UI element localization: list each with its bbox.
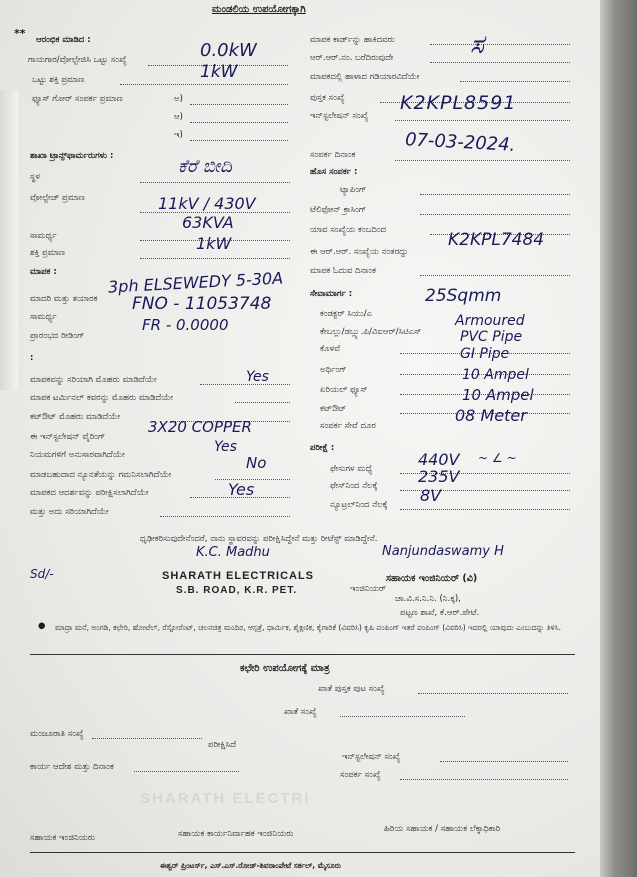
meter-heading: ಮಾಪಕ : [30, 267, 57, 277]
label-aerial-fuse: ಏರಿಯಲ್ ಫ್ಯೂಸ್ [320, 385, 368, 395]
label-conduit: ಕೊಳವೆ [320, 344, 341, 354]
label-tapping: ಟ್ಯಾಪಿಂಗ್ [340, 185, 367, 195]
label-cutout: ಕಟ್‌ಔಟ್ [320, 404, 347, 414]
dotline [160, 516, 290, 517]
hw-defects-noted: No [246, 454, 267, 472]
office-signature-1: ಸಹಾಯಕ ಇಂಜಿನಿಯರು [30, 833, 96, 843]
dotline [120, 84, 288, 85]
stamp-line2: S.B. ROAD, K.R. PET. [176, 585, 298, 596]
label-installation-no: ಇನ್‌ಸ್ಟಲೇಷನ್ ಸಂಖ್ಯೆ [310, 111, 369, 121]
hw-meter-tested: Yes [228, 480, 255, 499]
label-connection-date: ಸಂಪರ್ಕ ದಿನಾಂಕ [310, 150, 356, 160]
new-connection-heading: ಹೊಸ ಸಂಪರ್ಕ : [310, 167, 358, 177]
hw-earthing: GI Pipe [460, 346, 510, 362]
label-book-no: ಪುಸ್ತಕ ಸಂಖ್ಯೆ [310, 93, 345, 103]
dotline [430, 62, 570, 63]
hw-tick: ಸ [470, 30, 484, 60]
dotline [395, 160, 570, 161]
hw-service-distance: 08 Meter [455, 406, 527, 425]
fuse-b: ಆ) [174, 112, 183, 122]
dotline [440, 761, 568, 762]
office-signature-2: ಸಹಾಯಕ ಕಾರ್ಯನಿರ್ವಾಹಕ ಇಂಜಿನಿಯರು [178, 829, 294, 839]
service-line-heading: ಸೇವಾಮಾರ್ಗ : [310, 289, 353, 299]
hw-meter-sealed: Yes [246, 369, 269, 385]
signature-engineer: Nanjundaswamy H [382, 544, 504, 559]
label-meter-tested: ಮಾಪಕದ ಆದರ್ಶವನ್ನು ಪರೀಕ್ಷಿಸಲಾಗಿದೆಯೇ [30, 488, 149, 498]
dotline [92, 738, 202, 739]
dotline [400, 779, 568, 780]
label-service-distance: ಸಂಪರ್ಕ ಸೇವೆ ದೂರ [320, 421, 376, 431]
label-account-no: ಖಾತೆ ಸಂಖ್ಯೆ [284, 707, 317, 717]
label-from-pole: ಯಾವ ಸಂಖ್ಯೆಯ ಕಂಬದಿಂದ [310, 225, 387, 235]
test-heading: ಪರೀಕ್ಷೆ : [310, 443, 335, 453]
page-fold [0, 90, 18, 390]
label-correct: ಮತ್ತು ಅದು ಸರಿಯಾಗಿದೆಯೇ [30, 507, 109, 517]
signature-left: Sd/- [30, 567, 54, 581]
label-neutral-earth: ನ್ಯೂಟ್ರಲ್‌ನಿಂದ ನೆಲಕ್ಕೆ [330, 500, 388, 510]
dotline [190, 497, 290, 498]
stars-mark: ** [14, 27, 26, 40]
label-total-load: ಗಾಯಗಾರ/ವೋಲ್ಟೇಜಿಸಿ ಒಟ್ಟು ಸಂಖ್ಯೆ [28, 55, 127, 65]
label-terminal-sealed: ಮಾಪಕ ಟರ್ಮಿನಲ್ ಕವರನ್ನು ಮೊಹರು ಮಾಡಿದೆಯೇ [30, 393, 174, 403]
label-voltage: ವೋಲ್ಟೇಜ್ ಪ್ರಮಾಣ [30, 193, 85, 203]
engineer-line2: ಇಂಜಿನಿಯರ್ [350, 584, 387, 594]
label-ledger-page: ಖಾತೆ ಪುಸ್ತಕ ಪುಟ ಸಂಖ್ಯೆ [318, 684, 385, 694]
hw-phase-earth: 235V [418, 467, 460, 486]
hw-conduit: PVC Pipe [460, 329, 523, 345]
hw-rules-compliant: Yes [214, 439, 237, 455]
label-checked: ಪರೀಕ್ಷಿಸಿದೆ [208, 740, 237, 750]
dotline [190, 140, 288, 141]
dotline [190, 104, 288, 105]
dotline [200, 384, 290, 385]
label-phase-earth: ಫೇಸ್‌ನಿಂದ ನೆಲಕ್ಕೆ [330, 481, 378, 491]
hw-phase-phase: 440V [418, 450, 460, 469]
hw-meter-make: 3ph ELSEWEDY 5-30A [107, 268, 284, 297]
hw-cable: Armoured [455, 313, 525, 329]
label-rr-no: ಆರ್.ಆರ್.ನಂ. ಬರೆದಿರುವುದೇ [310, 53, 394, 63]
label-cutout-sealed: ಕಟ್‌ಔಟ್ ಮೊಹರು ಮಾಡಿದೆಯೇ [30, 412, 121, 422]
label-model-maker: ಮಾದರಿ ಮತ್ತು ತಯಾರಕ [30, 294, 98, 304]
label-fuse-rating: ಫ್ಯೂಸ್ ಗೋರ್ ಸಂಪರ್ಕ ಪ್ರಮಾಣ [32, 94, 123, 104]
hw-capacity: 63KVA [182, 213, 234, 232]
fuse-a: ಅ) [174, 94, 183, 104]
dotline [420, 275, 570, 276]
hw-conductor: 25Sqmm [425, 286, 502, 306]
label-meter-capacity: ಸಾಮರ್ಥ್ಯ [30, 312, 57, 322]
dotline [460, 81, 570, 82]
label-conductor: ಕಂಡಕ್ಟರ್ ಸಿಯು/ಎ [320, 309, 373, 319]
label-start: ಆರಂಭಿಕ ಮಾಡಿದ : [36, 35, 91, 45]
office-heading: ಕಛೇರಿ ಉಪಯೋಗಕ್ಕೆ ಮಾತ್ರ [240, 663, 330, 674]
label-meter-card: ಮಾಪಕ ಕಾರ್ಡ್‌ನ್ನು ಹಾಕಿದವರು [310, 35, 395, 45]
faint-stamp-bleed: SHARATH ELECTRI [140, 790, 311, 807]
engineer-line3: ಚಾ.ವಿ.ಸ.ನಿ.ನಿ. (ನಿ.ಕ್ಕ), [395, 594, 461, 604]
transformer-heading: ಶಾಖಾ ಟ್ರಾನ್ಸ್‌ಫಾರ್ಮರುಗಳು : [30, 151, 114, 161]
dotline [235, 402, 290, 403]
label-capacity: ಸಾಮರ್ಥ್ಯ [30, 231, 57, 241]
hw-voltage: 11kV / 430V [158, 194, 256, 213]
label-wiring: ಈ ಇನ್‌ಸ್ಟಲೇಷನ್ ವೈರಿಂಗ್ [30, 432, 106, 442]
hw-cutout: 10 Ampel [462, 386, 534, 404]
dotline [418, 693, 568, 694]
divider [30, 852, 575, 853]
label-meter-sealed: ಮಾಪಕವನ್ನು ಸರಿಯಾಗಿ ಮೊಹರು ಮಾಡಿದೆಯೇ [30, 375, 157, 385]
checks-heading: : [30, 353, 34, 363]
dotline [134, 771, 239, 772]
engineer-line4: ಪಟ್ಟಣ ಶಾಖೆ, ಕೆ.ಆರ್.ಪೇಟೆ. [400, 608, 480, 618]
hw-transformer-name: ಕೆರೆ ಬೀದಿ [178, 156, 232, 177]
office-signature-3: ಹಿರಿಯ ಸಹಾಯಕ / ಸಹಾಯಕ ಲೆಕ್ಕಾಧಿಕಾರಿ [384, 824, 501, 834]
dotline [140, 258, 290, 259]
engineer-title: ಸಹಾಯಕ ಇಂಜಿನಿಯರ್ (ವಿ) [386, 573, 478, 584]
hw-mark: ~ ∠ ~ [478, 451, 517, 465]
label-after-rr: ಈ ಆರ್.ಆರ್. ಸಂಖ್ಯೆಯ ನಂತರದ್ದು [310, 247, 409, 257]
hw-wiring: 3X20 COPPER [148, 418, 252, 436]
label-defects-noted: ಮಾಡಬಹುದಾದ ನ್ಯೂನತೆಯನ್ನು ಗಮನಿಸಲಾಗಿದೆಯೇ [30, 470, 172, 480]
note-text: ಮಾದ್ರಾ ಮನೆ, ಅಂಗಡಿ, ಕಛೇರಿ, ಹೋಟೆಲ್, ರೆಸ್ಟೋರೆಂಟ್, ಚಲನಚಿತ್ರ ಮಂದಿರ, ಆಸ್ಪತ್ರೆ, ಧಾರ್ಮಿಕ, ಶೈಕ್ಷಣಿಕ, ಕೈಗಾರಿಕೆ (ವಿವರಿಸಿ) ಕೃಷಿ ಪಂಪಿಂಗ್ ಇತರೆ ಪಂಪಿಂಗ್ (ವಿವರಿಸಿ) ಇದರಲ್ಲಿ ಯಾವುದು ಎಂಬುದನ್ನು ತಿಳಿಸಿ. [55, 623, 562, 632]
label-telephone-crossing: ಟೆಲಿಫೋನ್ ಕ್ರಾಸಿಂಗ್ [310, 205, 367, 215]
certification-text: ಧೃಢೀಕರಿಸುವುದೇನೆಂದರೆ, ನಾನು ಸ್ಥಾವರವನ್ನು ಪರೀಕ್ಷಿಸಿದ್ದೇನೆ ಮತ್ತು ರೀಟೆಸ್ಟ್ ಮಾಡಿದ್ದೇನೆ. [140, 534, 378, 544]
hw-total-power: 1kW [200, 62, 238, 82]
hw-meter-no: FNO - 11053748 [132, 294, 272, 314]
hw-initial-reading: FR - 0.0000 [142, 316, 229, 334]
hw-total-load: 0.0kW [200, 40, 257, 61]
page-shadow-edge [600, 0, 637, 877]
dotline [420, 194, 570, 195]
label-earthing: ಅರ್ಥಿಂಗ್ [320, 365, 347, 375]
dotline [190, 122, 288, 123]
label-installation-no-office: ಇನ್‌ಸ್ಟಲೇಷನ್ ಸಂಖ್ಯೆ [342, 752, 401, 762]
dotline [430, 44, 570, 45]
hw-installation-no: K2KPL8591 [400, 92, 517, 114]
label-reading-date: ಮಾಪಕ ಓದುವ ದಿನಾಂಕ [310, 266, 376, 276]
footer-printer: ಈಶ್ವರ್ ಪ್ರಿಂಟರ್ಸ್, ಎಸ್.ಎಸ್.ರೋಡ್-ಶಿವರಾಂಪೇಟೆ ಸರ್ಕಲ್, ಮೈಸೂರು [160, 861, 342, 870]
dotline [395, 120, 570, 121]
label-meter-clock: ಮಾಪಕದಲ್ಲಿ ಹಾಳಾದ ಗಡಿಯಾರವಿದೆಯೇ [310, 72, 420, 82]
label-work-order: ಕಾರ್ಯ ಆದೇಶ ಮತ್ತು ದಿನಾಂಕ [30, 762, 114, 772]
hw-power-rating: 1kW [196, 234, 232, 253]
label-connection-no: ಸಂಪರ್ಕ ಸಂಖ್ಯೆ [340, 770, 381, 780]
divider [30, 654, 575, 655]
stamp-line1: SHARATH ELECTRICALS [162, 570, 315, 582]
label-cable: ಕೇಬಲ್ಲು/ಡಬ್ಲ್ಯು.ಪಿ/ವಿಐಆರ್/ಸಿಟಿಎಸ್ [320, 327, 422, 337]
dotline [420, 214, 570, 215]
label-power-rating: ಶಕ್ತಿ ಪ್ರಮಾಣ [30, 248, 65, 258]
note-bullet: ● [38, 621, 46, 631]
label-rules-compliant: ನಿಯಮಗಳಿಗೆ ಅನುಸಾರವಾಗಿದೆಯೇ [30, 450, 125, 460]
label-location: ಸ್ಥಳ [30, 172, 40, 182]
dotline [140, 182, 290, 183]
signature-contractor: K.C. Madhu [196, 545, 270, 560]
hw-aerial-fuse: 10 Ampel [462, 367, 529, 383]
form-title: ಮಂಡಲಿಯ ಉಪಯೋಗಕ್ಕಾಗಿ [212, 4, 306, 15]
label-phase-phase: ಫೇಸುಗಳ ಮಧ್ಯೆ [330, 464, 373, 474]
hw-neutral-earth: 8V [420, 486, 442, 505]
hw-after-rr: K2KPL7484 [448, 230, 545, 250]
hw-connection-date: 07-03-2024. [404, 129, 516, 156]
label-initial-reading: ಪ್ರಾರಂಭದ ರೀಡಿಂಗ್ [30, 331, 85, 341]
fuse-c: ಇ) [174, 130, 183, 140]
label-total-power: ಒಟ್ಟು ಶಕ್ತಿ ಪ್ರಮಾಣ [32, 75, 85, 85]
label-sanction-no: ಮಂಜೂರಾತಿ ಸಂಖ್ಯೆ [30, 729, 84, 739]
dotline [400, 509, 570, 510]
dotline [340, 716, 465, 717]
